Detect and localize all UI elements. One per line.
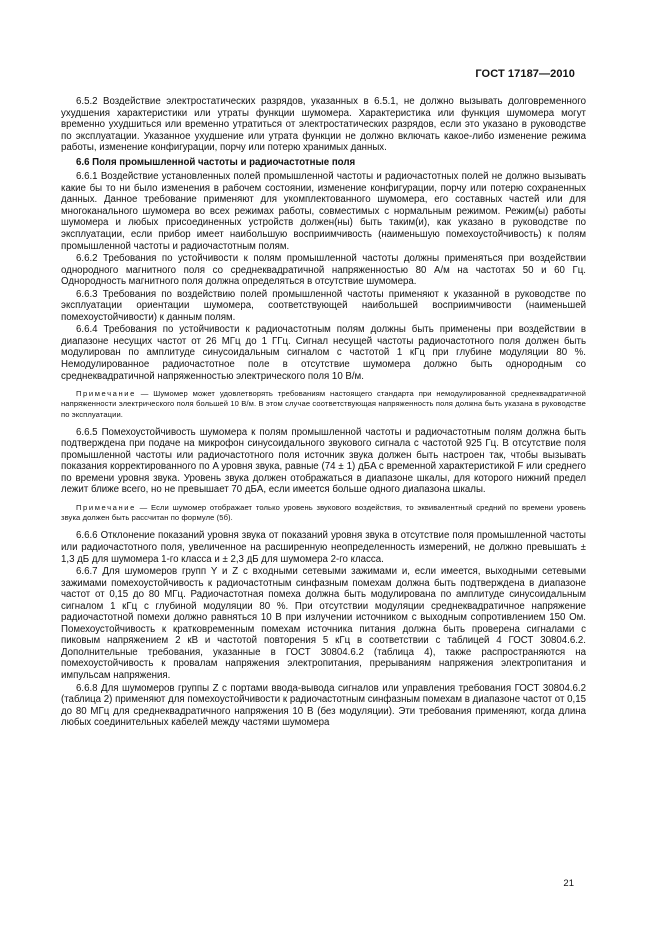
- paragraph-6-6-1: 6.6.1 Воздействие установленных полей промышленной частоты и радиочастотных полей не должно вызывать какие бы то ни было изменения в рабочем состоянии, изменение конфигурации, порчу или потерю сохраненных данных. Данное требование применяют для укомплектованного шумомера, его составных частей или для многоканального шумомера во всех режимах работы, совместимых с нормальным режимом. Режим(ы) работы шумомера и любых присоединенных устройств должен(ны) быть таким(и), как указано в руководстве по эксплуатации, если прибор имеет наибольшую восприимчивость (наименьшую помехоустойчивость) к полям промышленной частоты и радиочастотным полям.: [61, 171, 586, 252]
- paragraph-6-6-8: 6.6.8 Для шумомеров группы Z с портами ввода-вывода сигналов или управления требования ГОСТ 30804.6.2 (таблица 2) применяют для помехоустойчивости к радиочастотным синфазным помехам в диапазоне частот от 0,15 до 80 МГц для среднеквадратичного напряжения 10 В (без модуляции). Эти требования применяют, когда длина любых соединительных кабелей между частями шумомера: [61, 682, 586, 729]
- note-2-label: Примечание: [76, 503, 136, 513]
- paragraph-6-6-5: 6.6.5 Помехоустойчивость шумомера к полям промышленной частоты и радиочастотным полям должна быть подтверждена при подаче на микрофон синусоидального звукового сигнала с частотой 925 Гц. В отсутствие поля промышленной частоты или радиочастотного поля источник звука должен быть настроен так, чтобы вызывать показания корректированного по A уровня звука, равные (74 ± 1) дБA с временной характеристикой F или среднего по времени уровня звука. Уровень звука должен отображаться в диапазоне шкалы, для которого нижний предел лежит ближе всего, но не превышает 70 дБA, если имеется больше одного диапазона шкалы.: [61, 426, 586, 496]
- paragraph-6-6-7: 6.6.7 Для шумомеров групп Y и Z с входными сетевыми зажимами и, если имеется, выходными сетевыми зажимами помехоустойчивость к радиочастотным синфазным помехам должна быть подтверждена в диапазоне частот от 0,15 до 80 МГц. Радиочастотная помеха должна быть модулирована по амплитуде синусоидальным сигналом 1 кГц с глубиной модуляции 80 %. При отсутствии модуляции среднеквадратичное напряжение радиочастотной помехи должно равняться 10 В при излучении источником с выходным сопротивлением 150 Ом. Помехоустойчивость к кратковременным помехам источника питания должна быть проверена сигналами с пиковым напряжением 2 кВ и частотой повторения 5 кГц в соответствии с таблицей 4 ГОСТ 30804.6.2. Дополнительные требования, указанные в ГОСТ 30804.6.2 (таблица 4), также распространяются на помехоустойчивость к провалам напряжения электропитания, прерываниям напряжения электропитания и импульсам напряжения.: [61, 566, 586, 681]
- section-heading-6-6: 6.6 Поля промышленной частоты и радиочастотные поля: [76, 156, 356, 168]
- paragraph-6-5-2: 6.5.2 Воздействие электростатических разрядов, указанных в 6.5.1, не должно вызывать долговременного ухудшения характеристики или утраты функции шумомера. Характеристика или функция шумомера могут временно ухудшиться или временно утратиться от электростатических разрядов, если это указано в руководстве по эксплуатации. Указанное ухудшение или утрата функции не должно включать какое-либо изменение режима работы, изменение конфигурации, порчу или потерю хранимых данных.: [61, 96, 586, 154]
- note-2-text: — Если шумомер отображает только уровень звукового воздействия, то эквивалентный средний по времени уровень звука должен быть рассчитан по формуле (5б).: [61, 503, 586, 523]
- paragraph-6-6-4: 6.6.4 Требования по устойчивости к радиочастотным полям должны быть применены при воздействии в диапазоне несущих частот от 26 МГц до 1 ГГц. Сигнал несущей частоты радиочастотного поля должен быть модулирован по амплитуде синусоидальным сигналом с частотой 1 кГц при глубине модуляции 80 %. Немодулированное радиочастотное поле в отсутствие шумомера должно быть однородным со среднеквадратичной напряженностью электрического поля 10 В/м.: [61, 324, 586, 382]
- paragraph-6-6-3: 6.6.3 Требования по воздействию полей промышленной частоты применяют к указанной в руководстве по эксплуатации ориентации шумомера, соответствующей наибольшей восприимчивости (наименьшей помехоустойчивости) к данным полям.: [61, 288, 586, 323]
- note-1-text: — Шумомер может удовлетворять требованиям настоящего стандарта при немодулированной среднеквадратичной напряженности электрического поля большей 10 В/м. В этом случае соответствующая напряженность поля должна быть указана в руководстве по эксплуатации.: [61, 389, 586, 419]
- document-header-standard: ГОСТ 17187—2010: [475, 68, 575, 80]
- paragraph-6-6-6: 6.6.6 Отклонение показаний уровня звука от показаний уровня звука в отсутствие поля промышленной частоты или радиочастотного поля, увеличенное на расширенную неопределенность измерений, не должно превышать ± 1,3 дБ для шумомера 1-го класса и ± 2,3 дБ для шумомера 2-го класса.: [61, 530, 586, 565]
- note-1-label: Примечание: [76, 389, 136, 399]
- document-body: [61, 96, 586, 730]
- note-2: [61, 503, 586, 523]
- page-number: 21: [563, 878, 574, 889]
- paragraph-6-6-2: 6.6.2 Требования по устойчивости к полям промышленной частоты должны применяться при воздействии однородного магнитного поля со среднеквадратичной напряженностью 80 А/м на частотах 50 и 60 Гц. Однородность магнитного поля должна определяться в отсутствие шумомера.: [61, 253, 586, 288]
- note-1: [61, 389, 586, 420]
